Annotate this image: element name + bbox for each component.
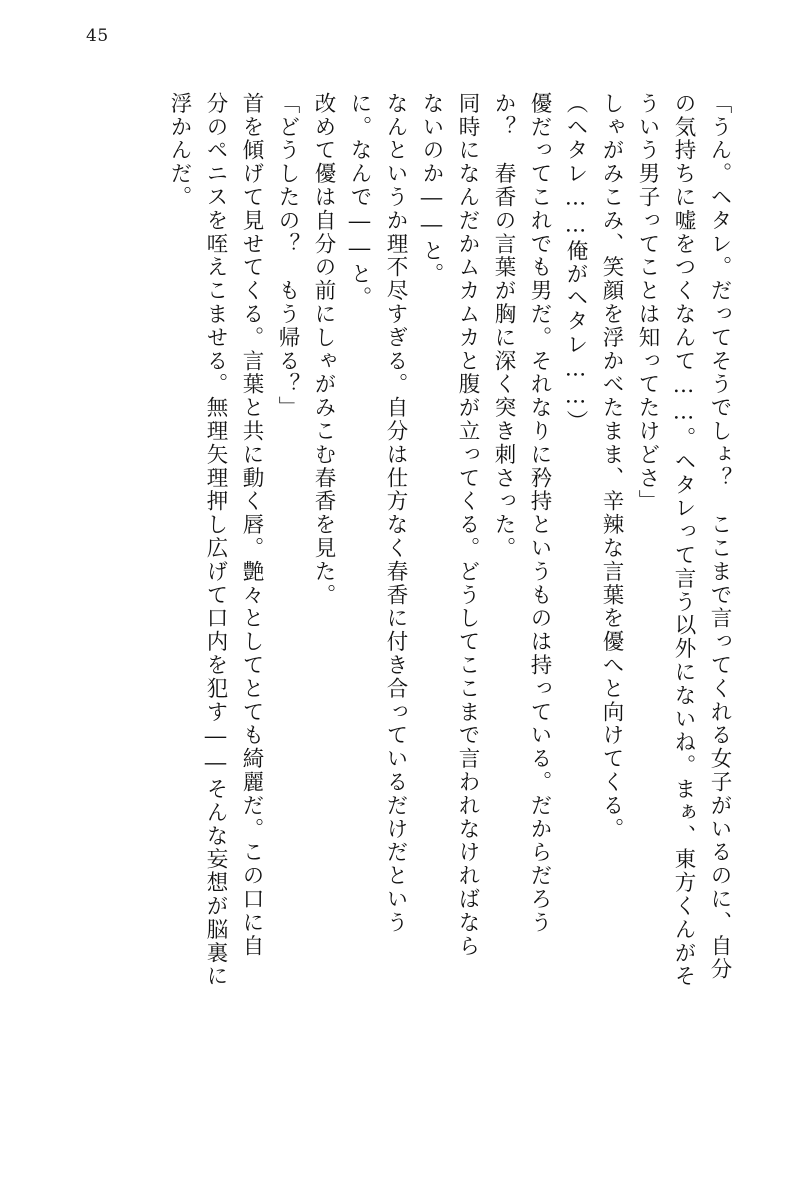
- text-column: か？ 春香の言葉が胸に深く突き刺さった。: [491, 92, 516, 560]
- text-column: ないのか――と。: [419, 92, 444, 287]
- text-column: の気持ちに嘘をつくなんて……。ヘタレって言う以外にないね。まぁ、東方くんがそ: [671, 92, 696, 989]
- text-column: 同時になんだかムカムカと腹が立ってくる。どうしてここまで言われなければなら: [455, 92, 480, 958]
- text-column: ういう男子ってことは知ってたけどさ」: [635, 92, 660, 514]
- text-column: に。なんで――と。: [347, 92, 372, 310]
- text-column: しゃがみこみ、笑顔を浮かべたまま、辛辣な言葉を優へと向けてくる。: [599, 92, 624, 841]
- page-number: 45: [86, 26, 109, 46]
- text-column: 首を傾げて見せてくる。言葉と共に動く唇。艶々としてとても綺麗だ。この口に自: [239, 92, 264, 958]
- text-column: 改めて優は自分の前にしゃがみこむ春香を見た。: [311, 92, 336, 607]
- text-column: 「どうしたの？ もう帰る？」: [275, 92, 300, 420]
- text-column: （ヘタレ……俺がヘタレ……）: [563, 92, 588, 434]
- text-column: 浮かんだ。: [167, 92, 192, 209]
- text-column: 「うん。ヘタレ。だってそうでしょ？ ここまで言ってくれる女子がいるのに、自分: [707, 92, 732, 982]
- text-column: 優だってこれでも男だ。それなりに矜持というものは持っている。だからだろう: [527, 92, 552, 935]
- text-column: 分のペニスを咥えこませる。無理矢理押し広げて口内を犯す――そんな妄想が脳裏に: [203, 92, 228, 989]
- vertical-text-body: [70, 92, 730, 1152]
- text-column: なんというか理不尽すぎる。自分は仕方なく春香に付き合っているだけだという: [383, 92, 408, 935]
